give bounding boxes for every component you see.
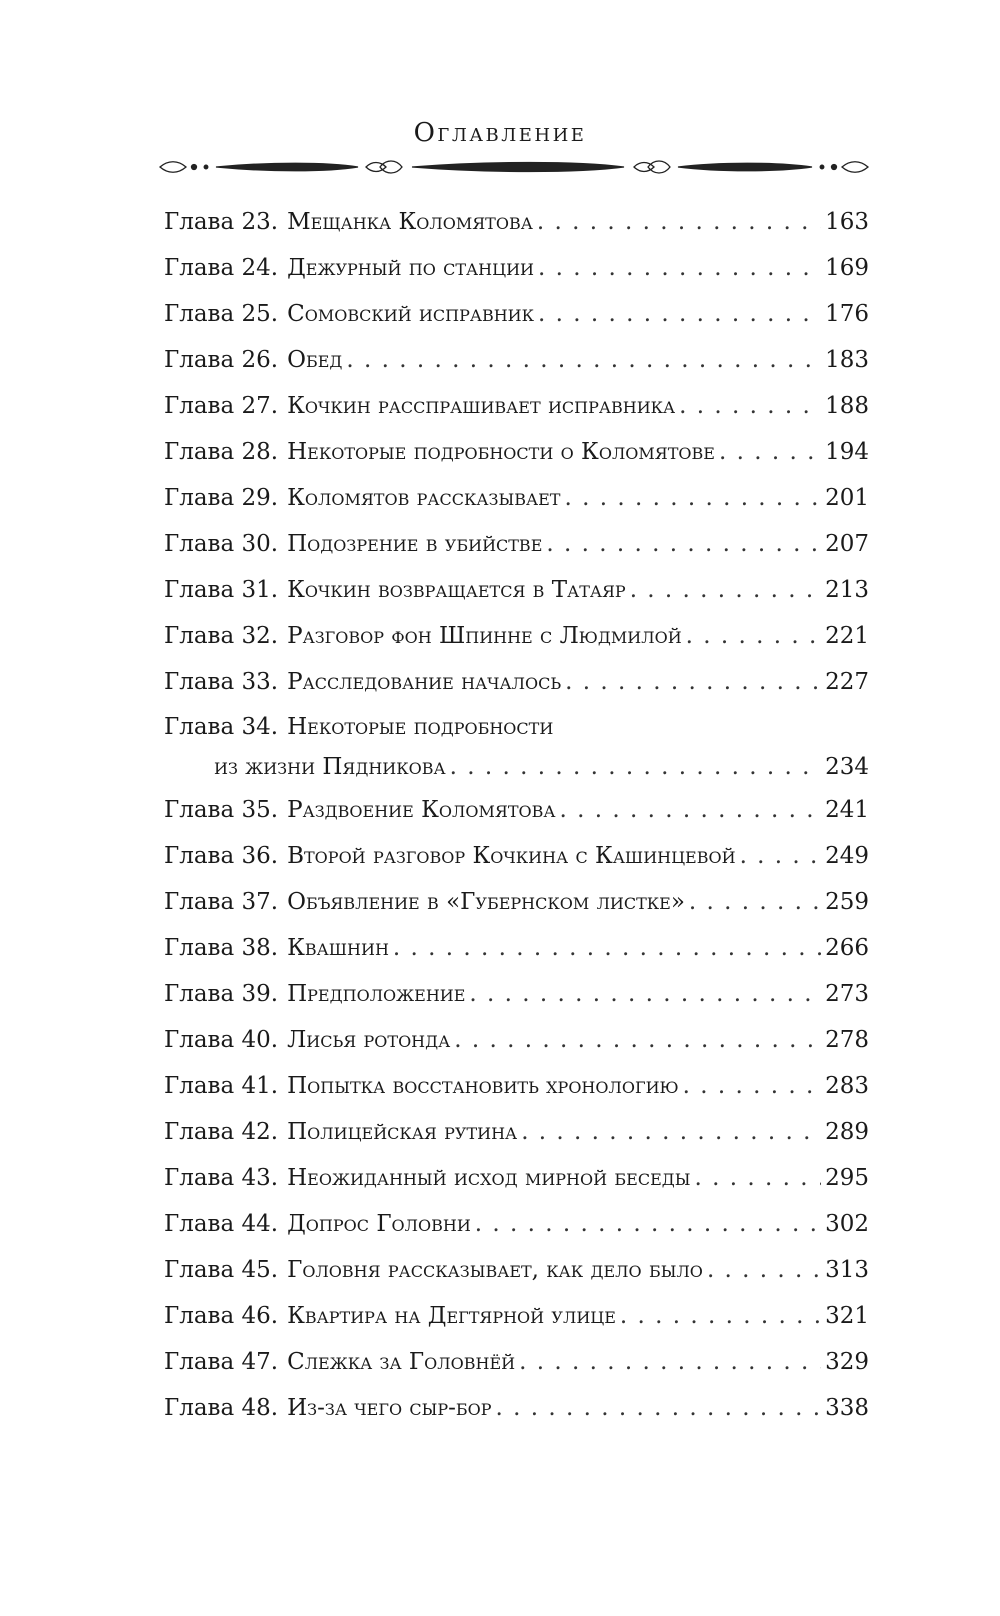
chapter-title: Обед xyxy=(287,347,343,373)
toc-entry-second-line xyxy=(164,747,869,787)
toc-entry[interactable] xyxy=(164,1155,869,1201)
toc-entry[interactable] xyxy=(164,475,869,521)
chapter-number: Глава 30. xyxy=(164,531,279,557)
toc-entry[interactable] xyxy=(164,659,869,705)
toc-entry[interactable] xyxy=(164,1339,869,1385)
chapter-number: Глава 23. xyxy=(164,209,279,235)
dot-leader xyxy=(707,1247,821,1293)
dot-leader xyxy=(454,1017,821,1063)
toc-entry[interactable] xyxy=(164,567,869,613)
ornamental-divider-icon xyxy=(158,154,870,180)
toc-entry-first-line xyxy=(164,707,869,747)
chapter-title: Предположение xyxy=(287,981,466,1007)
chapter-number: Глава 39. xyxy=(164,981,279,1007)
chapter-title: Раздвоение Коломятова xyxy=(287,797,556,823)
chapter-number: Глава 48. xyxy=(164,1395,279,1421)
dot-leader xyxy=(565,659,821,705)
toc-entry[interactable] xyxy=(164,925,869,971)
dot-leader xyxy=(679,383,821,429)
page-number: 169 xyxy=(825,255,869,281)
dot-leader xyxy=(719,429,821,475)
page-number: 329 xyxy=(825,1349,869,1375)
toc-entry[interactable] xyxy=(164,613,869,659)
page-number: 259 xyxy=(825,889,869,915)
chapter-number: Глава 26. xyxy=(164,347,279,373)
chapter-number: Глава 32. xyxy=(164,623,279,649)
page-number: 227 xyxy=(825,669,869,695)
chapter-number: Глава 41. xyxy=(164,1073,279,1099)
chapter-title: Лисья ротонда xyxy=(287,1027,451,1053)
toc-entry[interactable] xyxy=(164,1017,869,1063)
toc-entry[interactable] xyxy=(164,1293,869,1339)
dot-leader xyxy=(519,1339,821,1385)
page-number: 273 xyxy=(825,981,869,1007)
chapter-number: Глава 40. xyxy=(164,1027,279,1053)
chapter-title: Расследование началось xyxy=(287,669,562,695)
chapter-number: Глава 34. xyxy=(164,714,279,740)
toc-entry[interactable] xyxy=(164,879,869,925)
page-number: 207 xyxy=(825,531,869,557)
toc-entry[interactable] xyxy=(164,1201,869,1247)
toc-entry[interactable] xyxy=(164,429,869,475)
dot-leader xyxy=(537,199,821,245)
dot-leader xyxy=(695,1155,822,1201)
chapter-title: Некоторые подробности о Коломятове xyxy=(287,439,715,465)
page-title: Оглавление xyxy=(413,118,587,148)
page-number: 289 xyxy=(825,1119,869,1145)
page-number: 234 xyxy=(825,754,869,780)
page-number: 221 xyxy=(825,623,869,649)
page-number: 338 xyxy=(825,1395,869,1421)
dot-leader xyxy=(564,475,821,521)
chapter-title: Квашнин xyxy=(287,935,389,961)
toc-entry[interactable] xyxy=(164,1063,869,1109)
dot-leader xyxy=(538,245,821,291)
toc-entry[interactable] xyxy=(164,971,869,1017)
chapter-title: Кочкин возвращается в Татаяр xyxy=(287,577,626,603)
chapter-title: Мещанка Коломятова xyxy=(287,209,533,235)
page-number: 321 xyxy=(825,1303,869,1329)
chapter-title: Неожиданный исход мирной беседы xyxy=(287,1165,691,1191)
chapter-title: Головня рассказывает, как дело было xyxy=(287,1257,703,1283)
page-number: 163 xyxy=(825,209,869,235)
toc-entry[interactable] xyxy=(164,833,869,879)
chapter-title: Допрос Головни xyxy=(287,1211,471,1237)
page-number: 188 xyxy=(825,393,869,419)
chapter-title: Слежка за Головнёй xyxy=(287,1349,516,1375)
table-of-contents xyxy=(164,199,869,1431)
page-number: 183 xyxy=(825,347,869,373)
dot-leader xyxy=(393,925,821,971)
chapter-number: Глава 35. xyxy=(164,797,279,823)
chapter-number: Глава 42. xyxy=(164,1119,279,1145)
page-number: 266 xyxy=(825,935,869,961)
toc-entry[interactable] xyxy=(164,521,869,567)
chapter-number: Глава 36. xyxy=(164,843,279,869)
toc-entry[interactable] xyxy=(164,787,869,833)
chapter-number: Глава 37. xyxy=(164,889,279,915)
dot-leader xyxy=(546,521,821,567)
dot-leader xyxy=(469,971,821,1017)
page-number: 302 xyxy=(825,1211,869,1237)
dot-leader xyxy=(560,787,822,833)
dot-leader xyxy=(686,613,821,659)
toc-entry[interactable] xyxy=(164,383,869,429)
page-number: 283 xyxy=(825,1073,869,1099)
dot-leader xyxy=(630,567,821,613)
dot-leader xyxy=(538,291,821,337)
chapter-title: Кочкин расспрашивает исправника xyxy=(287,393,676,419)
chapter-number: Глава 31. xyxy=(164,577,279,603)
chapter-title: Из-за чего сыр-бор xyxy=(287,1395,492,1421)
dot-leader xyxy=(689,879,821,925)
page-number: 194 xyxy=(825,439,869,465)
chapter-title: Второй разговор Кочкина с Кашинцевой xyxy=(287,843,736,869)
chapter-number: Глава 44. xyxy=(164,1211,279,1237)
chapter-number: Глава 45. xyxy=(164,1257,279,1283)
chapter-number: Глава 46. xyxy=(164,1303,279,1329)
page-number: 241 xyxy=(825,797,869,823)
toc-entry[interactable] xyxy=(164,1247,869,1293)
toc-entry[interactable] xyxy=(164,245,869,291)
page-number: 249 xyxy=(825,843,869,869)
toc-entry[interactable] xyxy=(164,1109,869,1155)
dot-leader xyxy=(346,337,821,383)
page-number: 313 xyxy=(825,1257,869,1283)
dot-leader xyxy=(521,1109,821,1155)
page-number: 201 xyxy=(825,485,869,511)
chapter-title: Попытка восстановить хронологию xyxy=(287,1073,679,1099)
chapter-number: Глава 33. xyxy=(164,669,279,695)
page-number: 213 xyxy=(825,577,869,603)
dot-leader xyxy=(740,833,822,879)
toc-entry[interactable] xyxy=(164,337,869,383)
chapter-title: Квартира на Дегтярной улице xyxy=(287,1303,616,1329)
chapter-title: Сомовский исправник xyxy=(287,301,535,327)
dot-leader xyxy=(683,1063,821,1109)
page-number: 176 xyxy=(825,301,869,327)
dot-leader xyxy=(475,1201,821,1247)
chapter-title: Подозрение в убийстве xyxy=(287,531,543,557)
page-number: 278 xyxy=(825,1027,869,1053)
chapter-number: Глава 24. xyxy=(164,255,279,281)
dot-leader xyxy=(620,1293,821,1339)
chapter-title: Полицейская рутина xyxy=(287,1119,518,1145)
chapter-number: Глава 25. xyxy=(164,301,279,327)
toc-entry[interactable] xyxy=(164,1385,869,1431)
toc-entry[interactable] xyxy=(164,199,869,245)
toc-entry[interactable] xyxy=(164,291,869,337)
chapter-title: Объявление в «Губернском листке» xyxy=(287,889,685,915)
chapter-title: Некоторые подробности xyxy=(287,714,554,740)
chapter-number: Глава 47. xyxy=(164,1349,279,1375)
chapter-title: Разговор фон Шпинне с Людмилой xyxy=(287,623,682,649)
dot-leader xyxy=(496,1385,822,1431)
chapter-title: Дежурный по станции xyxy=(287,255,534,281)
chapter-number: Глава 29. xyxy=(164,485,279,511)
chapter-number: Глава 28. xyxy=(164,439,279,465)
toc-entry[interactable] xyxy=(164,705,869,787)
chapter-title-continued: из жизни Пядникова xyxy=(214,754,446,780)
chapter-number: Глава 38. xyxy=(164,935,279,961)
page-number: 295 xyxy=(825,1165,869,1191)
chapter-number: Глава 27. xyxy=(164,393,279,419)
chapter-number: Глава 43. xyxy=(164,1165,279,1191)
dot-leader xyxy=(450,747,821,787)
chapter-title: Коломятов рассказывает xyxy=(287,485,561,511)
